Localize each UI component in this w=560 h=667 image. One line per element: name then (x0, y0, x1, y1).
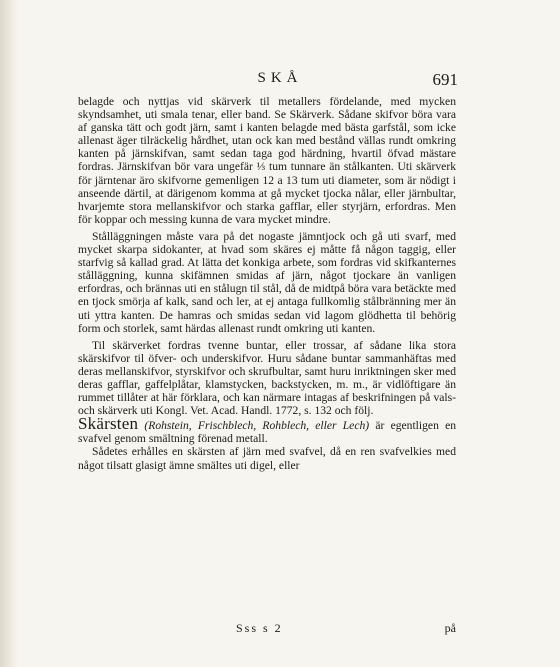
signature-mark: Sss s 2 (236, 621, 283, 635)
page-header (0, 70, 560, 94)
running-head: SKÅ (257, 70, 303, 86)
paragraph-sadetes: Sådetes erhålles en skärsten af järn med svafvel, då en ren svafvelkies med något tilsatt glasigt ämne smältes uti digel, eller (78, 445, 456, 472)
entry-alternatives: (Rohstein, Frischblech, Rohblech, eller Lech) (144, 419, 370, 433)
entry-definition: är egentligen en svafvel genom smältning förenad metall. (78, 419, 457, 446)
page-body (78, 95, 456, 472)
binding-shadow (0, 0, 18, 667)
dictionary-entry (78, 414, 457, 446)
paragraph-continuation: belagde och nyttjas vid skärverk til metallers fördelande, med mycken skyndsamhet, uti smala tenar, eller band. Se Skärverk. Sådane skifvor böra vara af ganska tätt och godt järn, samt i kanten belagde med bästa garfstål, som icke allenast äger tilräckelig hårdhet, utan ock kan med bestånd vällas rundt omkring kanten på järnskifvan, samt sedan taga god härdning, hvartil öfvad mästare fordras. Järnskifvan bör vara ungefär ⅓ tum tunnare än stålkanten. Uti skärverk för järntenar äro skifvorne gemenligen 12 a 13 tum uti diameter, som är nödigt i anseende därtil, at därigenom komma at gå mycket tjocka nålar, eller järnbultar, hvarjemte stora mellanskifvor och starka gafflar, eller styrjärn, erfordras. Men för koppar och messing kunna de vara mycket mindre. (78, 95, 456, 226)
entry-keyword: Skärsten (78, 414, 139, 434)
paragraph-skarverk: Til skärverket fordras tvenne buntar, eller trossar, af sådane lika stora skärskifvor til öfver- och underskifvor. Huru sådane buntar sammanhäftas med deras mellanskifvor, styrskifvor och skrufbultar, samt huru inriktningen sker med deras gafflar, gaffelplåtar, klamstycken, backstycken, m. m., är vidlöftigare än rummet tillåter at här förklara, och kan närmare intagas af beskrifningen på vals- och skärverk uti Kongl. Vet. Acad. Handl. 1772, s. 132 och följ. (78, 338, 456, 418)
paragraph-stallaggning: Stålläggningen måste vara på det nogaste jämntjock och gå uti svarf, med mycket skarpa sidokanter, at hvad som skäres ej måtte få någon taggig, eller starfvig så kallad grad. At lätta det konkiga arbete, som fordras vid skifkanternes stålläggning, kunna skifämnen smidas af järn, något tjockare än vanligen erfordras, och brännas uti en stålugn til stål, då de midtpå böra vara betäckte med en tjock smörja af kalk, sand och ler, at ej antaga fullkomlig stålbränning mer än uti yttra kanten. De hamras och smidas sedan vid lagom glödhetta til behörig form och storlek, samt härdas allenast rundt omkring uti kanten. (78, 229, 456, 335)
page-number: 691 (432, 70, 458, 89)
catchword: på (444, 621, 456, 635)
catchline (78, 621, 456, 637)
